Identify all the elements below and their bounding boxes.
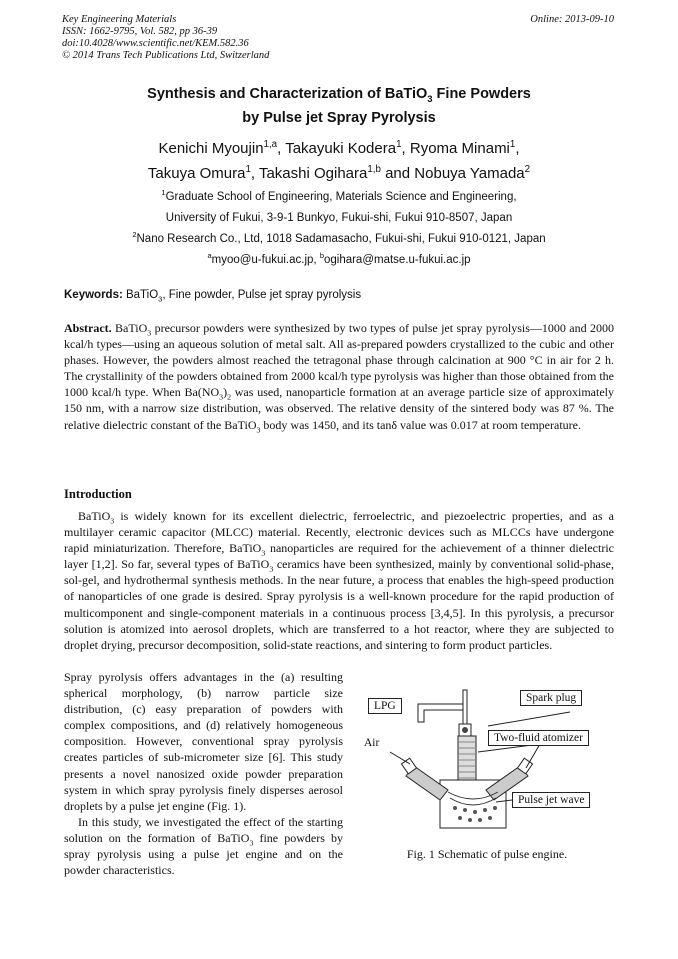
email-a[interactable]: myoo@u-fukui.ac.jp, — [211, 254, 320, 266]
email-sup: b — [319, 251, 324, 261]
keyword-text: BaTiO — [122, 289, 159, 301]
author-sup: 1 — [396, 139, 402, 150]
abstract — [64, 320, 614, 433]
intro-paragraph-2: Spray pyrolysis offers advantages in the (a) resulting spherical morphology, (b) narrow particle size distribution, (c) easy preparation of powders with complex compositions, and (d) relatively homogeneous composition. However, conventional spray pyrolysis creates particles of sub-micrometer size [6]. This study presents a novel nanosized oxide powder preparation system in which spray pyrolysis finely disperses aerosol droplets by a pulse jet engine (Fig. 1). — [64, 670, 343, 813]
leader-atomizer-2 — [526, 744, 540, 768]
keywords-label: Keywords: — [64, 289, 123, 301]
intro-text: ceramics have been synthesized, mainly by conventional solid-phase, sol-gel, and hydrothermal synthesis methods. In the near future, a process that enables the high-speed production of nanoparticles of one grade is desired. Spray pyrolysis is a well-known procedure for the rapid production of multicomponent and single-component materials in a continuous process [3,4,5]. In this pyrolysis, a precursor solution is atomized into aerosol droplets, which are transferred to a hot reactor, where they are subjected to droplet drying, precursor decomposition, solid-state reactions, and sintering to form product particles. — [64, 557, 614, 652]
intro-sub: 3 — [269, 564, 274, 574]
pulse-engine-figure — [360, 682, 614, 862]
intro-sub: 3 — [249, 838, 254, 848]
abstract-sub: 3 — [147, 328, 152, 338]
author-sup: 1,b — [367, 164, 381, 175]
affil-sup: 2 — [132, 230, 137, 240]
affiliations — [0, 187, 678, 271]
affiliation-1-address: University of Fukui, 3-9-1 Bunkyo, Fukui-shi, Fukui 910-8507, Japan — [165, 212, 513, 224]
atomizer-stem — [463, 690, 467, 724]
intro-left-column — [64, 669, 343, 878]
author: Kenichi Myoujin — [158, 140, 264, 157]
title-part: Synthesis and Characterization of BaTiO — [147, 86, 428, 102]
label-air: Air — [360, 736, 383, 750]
keyword-text: , Fine powder, Pulse jet spray pyrolysis — [162, 289, 362, 301]
author: Takuya Omura — [147, 165, 246, 182]
title-line-2: by Pulse jet Spray Pyrolysis — [242, 110, 436, 126]
label-atomizer: Two-fluid atomizer — [488, 730, 589, 746]
abstract-text: ) — [223, 385, 228, 400]
abstract-text: was used, nanoparticle formation at an average particle size of approximately 150 nm, with a narrow size distribution, was observed. The relative density of the sintered body was 87 %. The relative dielectric constant of the BaTiO — [64, 385, 614, 432]
section-heading: Introduction — [64, 487, 132, 501]
affiliation-1: Graduate School of Engineering, Materials Science and Engineering, — [165, 191, 517, 203]
intro-text: BaTiO — [78, 509, 111, 523]
intro-sub: 3 — [261, 548, 266, 558]
spark-icon — [462, 727, 468, 733]
intro-paragraph-3 — [64, 814, 343, 878]
author-sup: 1 — [245, 164, 251, 175]
author: Ryoma Minami — [409, 140, 510, 157]
journal-name: Key Engineering Materials — [62, 14, 177, 25]
label-spark-plug: Spark plug — [520, 690, 582, 706]
abstract-label: Abstract. — [64, 321, 112, 335]
author-sup: 1 — [509, 139, 516, 150]
intro-text: is widely known for its excellent dielectric, ferroelectric, and piezoelectric properties, and as a multilayer ceramic capacitor (MLCC) material. Recently, electronic devices such as MLCCs have undergone rapid miniaturization. Therefore, BaTiO — [64, 509, 614, 556]
intro-paragraph-1 — [64, 508, 614, 653]
leader-spark — [488, 712, 570, 726]
copyright: © 2014 Trans Tech Publications Ltd, Switzerland — [62, 50, 270, 61]
title-part: Fine Powders — [432, 86, 531, 102]
author-sup: 2 — [524, 164, 531, 175]
paper-title — [0, 82, 678, 130]
label-pulse-wave: Pulse jet wave — [512, 792, 590, 808]
abstract-sub: 2 — [227, 392, 231, 402]
author-sup: 1,a — [263, 139, 278, 150]
label-lpg: LPG — [368, 698, 402, 714]
journal-header — [62, 14, 269, 62]
leader-air — [390, 752, 410, 764]
issn: ISSN: 1662-9795, Vol. 582, pp 36-39 — [62, 26, 218, 37]
online-date: Online: 2013-09-10 — [530, 14, 614, 25]
author: Takashi Ogihara — [258, 165, 368, 182]
doi: doi:10.4028/www.scientific.net/KEM.582.36 — [62, 38, 249, 49]
email-b[interactable]: ogihara@matse.u-fukui.ac.jp — [323, 254, 471, 266]
intro-sub: 3 — [110, 516, 115, 526]
abstract-sub: 3 — [219, 392, 224, 402]
title-sub: 3 — [427, 92, 433, 104]
abstract-text: body was 1450, and its tanδ value was 0.017 at room temperature. — [260, 417, 581, 432]
author: Nobuya Yamada — [414, 165, 525, 182]
abstract-sub: 3 — [256, 424, 261, 434]
email-sup: a — [207, 251, 212, 261]
author: Takayuki Kodera — [285, 140, 397, 157]
affiliation-2: Nano Research Co., Ltd, 1018 Sadamasacho, Fukui-shi, Fukui 910-0121, Japan — [136, 233, 546, 245]
affil-sup: 1 — [161, 188, 166, 198]
intro-text: In this study, we investigated the effect of the starting solution on the formation of BaTiO — [64, 814, 343, 845]
abstract-text: precursor powders were synthesized by two types of pulse jet spray pyrolysis—1000 and 2000 kcal/h types—using an aqueous solution of metal salt. All as-prepared powders crystallized to the cubic and other phases. However, the powders almost reached the tetragonal phase through calcination at 900 °C in air for 2 h. The crystallinity of the powders obtained from 2000 kcal/h type pyrolysis was higher than those obtained from the 1000 kcal/h type. When Ba(NO — [64, 321, 614, 400]
abstract-text: BaTiO — [111, 321, 148, 335]
figure-caption: Fig. 1 Schematic of pulse engine. — [406, 847, 568, 861]
intro-text: nanoparticles are required for the achievement of a thinner dielectric layer [1,2]. So far, several types of BaTiO — [64, 541, 614, 572]
keywords — [64, 289, 362, 304]
author-list: Kenichi Myoujin$^{1,a}$, Takayuki Kodera$^1$, Ryoma Minami$^1$, Takuya Omura$^1$, Takashi Ogihara$^{1,b}$ and Nobuya Yamada$^2$ — [147, 139, 531, 182]
lpg-pipe — [418, 704, 464, 722]
keyword-sub: 3 — [158, 294, 163, 304]
intro-text: fine powders by spray pyrolysis using a pulse jet engine and on the powder characteristics. — [64, 830, 343, 878]
